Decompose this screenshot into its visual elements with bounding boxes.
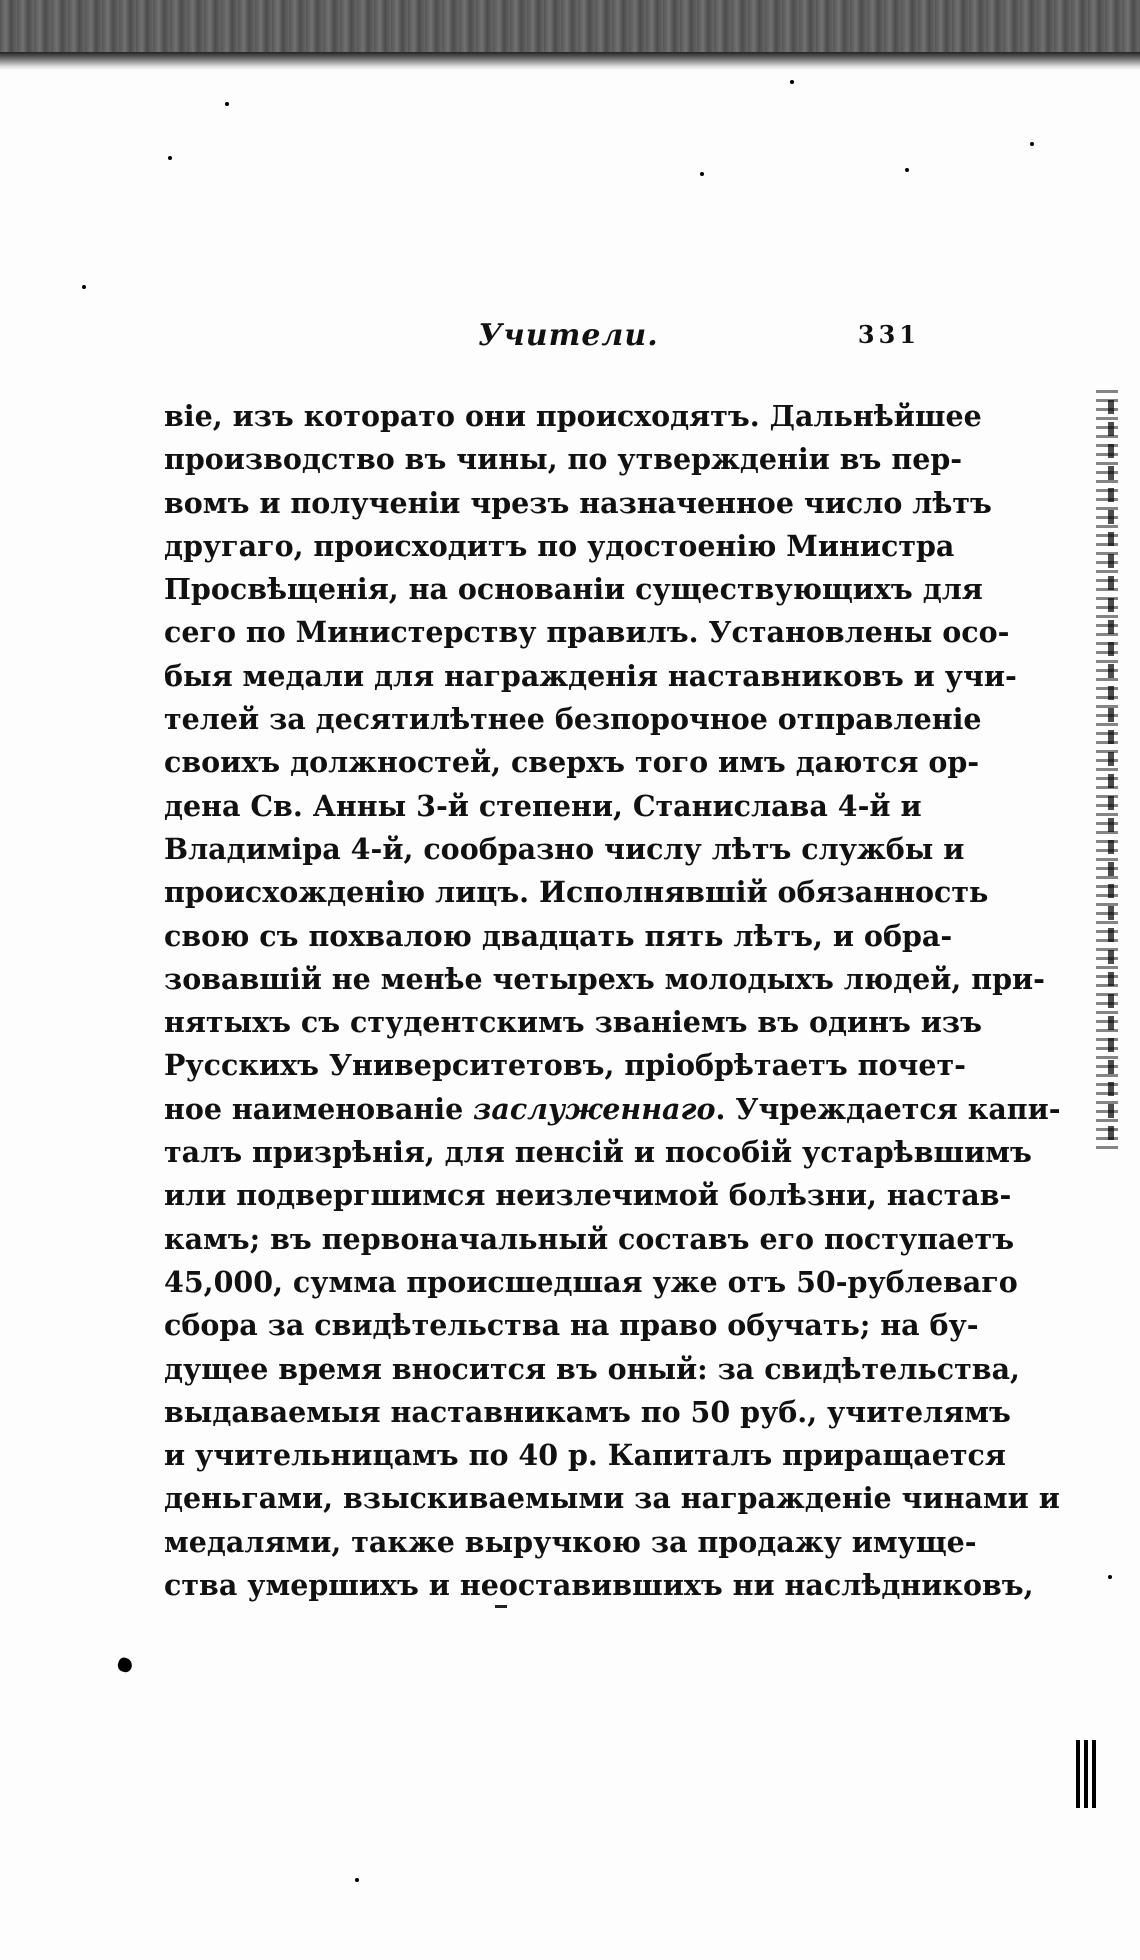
- ink-dot: [905, 168, 909, 172]
- text-line: віе, изъ которато они происходятъ. Дальнѣйшее: [164, 399, 982, 433]
- text-line: телей за десятилѣтнее безпорочное отправленіе: [164, 702, 982, 737]
- ink-speck: [116, 1656, 134, 1674]
- text-line: 45,000, сумма происшедшая уже отъ 50-рублеваго: [164, 1264, 1018, 1299]
- ink-dot: [82, 285, 86, 289]
- printer-mark: [495, 1605, 507, 1608]
- ink-dot: [700, 172, 704, 176]
- text-line: другаго, происходитъ по удостоенію Министра: [164, 528, 955, 563]
- text-line: талъ призрѣнія, для пенсій и пособій устарѣвшимъ: [164, 1135, 1032, 1170]
- text-line: выдаваемыя наставникамъ по 50 руб., учителямъ: [164, 1394, 1011, 1429]
- text-line: сего по Министерству правилъ. Установлены осо-: [164, 615, 1010, 650]
- text-line: сбора за свидѣтельства на право обучать; на бу-: [164, 1308, 979, 1343]
- text-line: ства умершихъ и неоставившихъ ни наслѣдниковъ,: [164, 1568, 1034, 1603]
- text-line: производство въ чины, по утвержденіи въ пер-: [164, 442, 963, 477]
- text-line: и учительницамъ по 40 р. Капиталъ приращается: [164, 1438, 1006, 1473]
- right-gutter-bleed-dark: [1108, 400, 1114, 1140]
- text-line: камъ; въ первоначальный составъ его поступаетъ: [164, 1221, 1015, 1256]
- ink-dot: [790, 80, 794, 84]
- body-text: [164, 395, 1061, 1607]
- text-fragment: . Учреждается капи-: [715, 1091, 1061, 1126]
- text-line: дущее время вносится въ оный: за свидѣтельства,: [164, 1351, 1020, 1386]
- text-line: своихъ должностей, сверхъ того имъ даются ор-: [164, 745, 980, 780]
- text-line-with-italic: [164, 1088, 1061, 1131]
- page-number: 331: [857, 320, 920, 349]
- page-header: [160, 318, 920, 358]
- ink-dot: [1108, 1575, 1112, 1579]
- ink-dot: [168, 156, 172, 160]
- text-line: свою съ похвалою двадцать пять лѣтъ, и обра-: [164, 918, 953, 953]
- text-line: или подвергшимся неизлечимой болѣзни, настав-: [164, 1178, 1012, 1213]
- ink-dot: [225, 102, 229, 106]
- text-line: Просвѣщенія, на основаніи существующихъ для: [164, 572, 983, 607]
- right-gutter-bleed: [1096, 390, 1118, 1150]
- bottom-right-scan-mark: [1076, 1740, 1098, 1808]
- italic-term: заслуженнаго: [473, 1091, 716, 1126]
- text-line: быя медали для награжденія наставниковъ и учи-: [164, 658, 1017, 693]
- text-line: происхожденію лицъ. Исполнявшій обязанность: [164, 875, 989, 910]
- text-line: деньгами, взыскиваемыми за награжденіе чинами и: [164, 1481, 1060, 1516]
- ink-dot: [1030, 142, 1034, 146]
- text-line: нятыхъ съ студентскимъ званіемъ въ одинъ изъ: [164, 1005, 982, 1040]
- text-line: Русскихъ Университетовъ, пріобрѣтаетъ почет-: [164, 1048, 966, 1083]
- text-fragment: ное наименованіе: [164, 1091, 474, 1126]
- ink-dot: [355, 1878, 359, 1882]
- running-title: Учители.: [478, 318, 659, 353]
- text-line: дена Св. Анны 3-й степени, Станислава 4-й и: [164, 788, 922, 823]
- text-line: Владиміра 4-й, сообразно числу лѣтъ службы и: [164, 831, 965, 866]
- text-line: вомъ и полученіи чрезъ назначенное число лѣтъ: [164, 485, 992, 520]
- text-line: зовавшій не менѣе четырехъ молодыхъ людей, при-: [164, 961, 1045, 996]
- text-line: медалями, также выручкою за продажу имуще-: [164, 1524, 977, 1559]
- scan-top-edge: [0, 52, 1140, 70]
